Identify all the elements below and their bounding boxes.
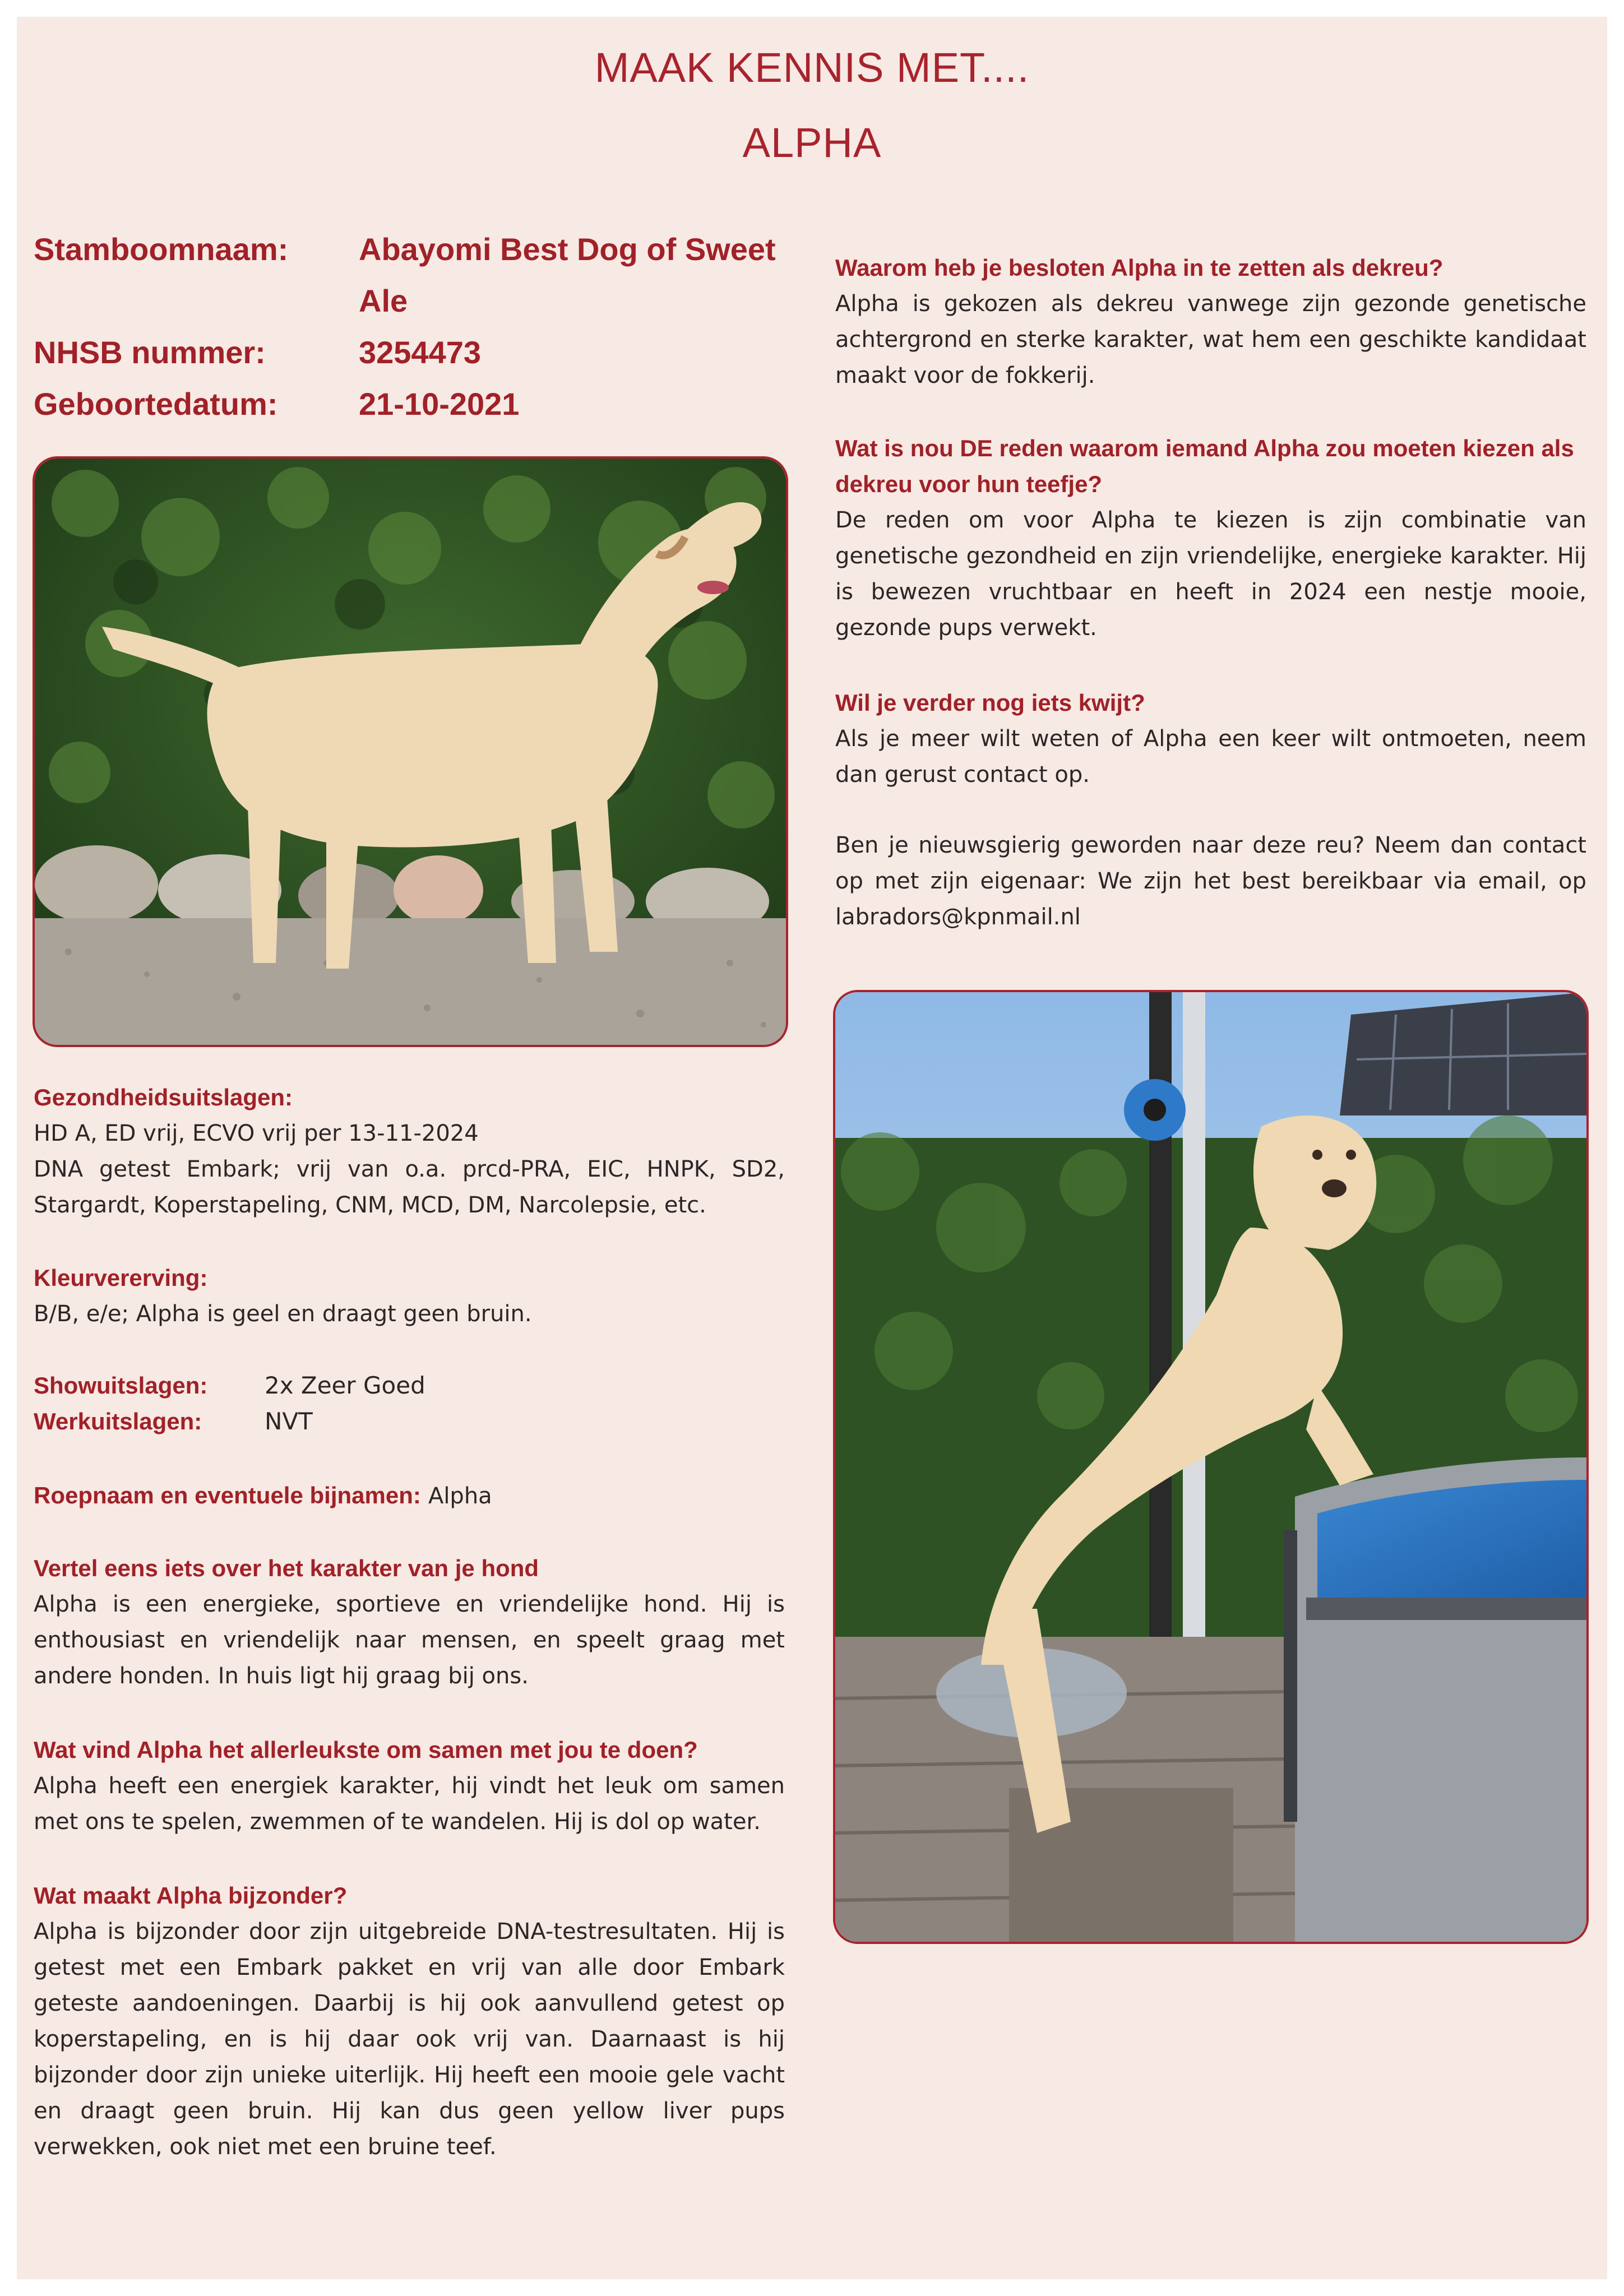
- health-title: Gezondheidsuitslagen:: [34, 1084, 293, 1110]
- stamboomnaam-value-line2: Ale: [359, 283, 408, 318]
- main-reason-question: Wat is nou DE reden waarom iemand Alpha zou moeten kiezen als dekreu voor hun teefje?: [835, 435, 1574, 497]
- dog-pool-illustration: [835, 992, 1586, 1942]
- anything-else-answer: Als je meer wilt weten of Alpha een keer wilt ontmoeten, neem dan gerust contact op.: [835, 726, 1586, 788]
- geboortedatum-value: 21-10-2021: [359, 386, 520, 422]
- nhsb-label: NHSB nummer:: [34, 335, 266, 370]
- work-results-value: NVT: [265, 1408, 313, 1435]
- favourite-activity-question: Wat vind Alpha het allerleukste om samen met jou te doen?: [34, 1737, 698, 1763]
- show-results-value: 2x Zeer Goed: [265, 1372, 425, 1399]
- dog-photo-pool: [833, 990, 1589, 1944]
- character-answer: Alpha is een energieke, sportieve en vriendelijke hond. Hij is enthousiast en vriendelijk naar mensen, en speelt graag met andere honden. In huis ligt hij graag bij ons.: [34, 1591, 785, 1689]
- special-question: Wat maakt Alpha bijzonder?: [34, 1882, 348, 1909]
- geboortedatum-label: Geboortedatum:: [34, 386, 278, 422]
- character-question: Vertel eens iets over het karakter van je hond: [34, 1555, 539, 1581]
- nhsb-value: 3254473: [359, 335, 482, 370]
- stud-decision-answer: Alpha is gekozen als dekreu vanwege zijn gezonde genetische achtergrond en sterke karakter, wat hem een geschikte kandidaat maakt voor de fokkerij.: [835, 291, 1586, 388]
- dog-standing-illustration: [35, 459, 786, 1045]
- stud-decision-question: Waarom heb je besloten Alpha in te zetten als dekreu?: [835, 254, 1443, 281]
- special-answer: Alpha is bijzonder door zijn uitgebreide DNA-testresultaten. Hij is getest met een Embark pakket en vrij van alle door Embark geteste aandoeningen. Daarbij is hij ook aanvullend getest op koperstapeling, en is hij daar ook vrij van. Daarnaast is hij bijzonder door zijn unieke uiterlijk. Hij heeft een mooie gele vacht en draagt geen bruin. Hij kan dus geen yellow liver pups verwekken, ook niet met een bruine teef.: [34, 1919, 785, 2160]
- contact-section: [835, 827, 1586, 935]
- favourite-activity-section: [34, 1732, 785, 1840]
- stamboomnaam-value: Abayomi Best Dog of Sweet: [359, 232, 776, 267]
- stamboomnaam-label: Stamboomnaam:: [34, 232, 289, 267]
- main-reason-answer: De reden om voor Alpha te kiezen is zijn combinatie van genetische gezondheid en zijn vriendelijke, energieke karakter. Hij is bewezen vruchtbaar en heeft in 2024 een nestje mooie, gezonde pups verwekt.: [835, 507, 1586, 641]
- callname-row: [34, 1478, 785, 1514]
- dog-photo-standing: [33, 456, 788, 1047]
- color-section: [34, 1260, 785, 1332]
- show-results-label: Showuitslagen:: [34, 1372, 208, 1399]
- page-title: MAAK KENNIS MET....: [594, 44, 1030, 91]
- color-title: Kleurvererving:: [34, 1265, 208, 1291]
- work-results-label: Werkuitslagen:: [34, 1408, 202, 1434]
- health-section: [34, 1080, 785, 1223]
- anything-else-question: Wil je verder nog iets kwijt?: [835, 689, 1145, 716]
- health-results-line1: HD A, ED vrij, ECVO vrij per 13-11-2024: [34, 1121, 479, 1146]
- anything-else-section: [835, 685, 1586, 793]
- contact-text: Ben je nieuwsgierig geworden naar deze reu? Neem dan contact op met zijn eigenaar: We zijn het best bereikbaar via email, op labradors@kpnmail.nl: [835, 832, 1586, 930]
- health-dna-results: DNA getest Embark; vrij van o.a. prcd-PRA, EIC, HNPK, SD2, Stargardt, Koperstapeling, CNM, MCD, DM, Narcolepsie, etc.: [34, 1156, 785, 1218]
- main-reason-section: [835, 430, 1586, 646]
- favourite-activity-answer: Alpha heeft een energiek karakter, hij vindt het leuk om samen met ons te spelen, zwemmen of te wandelen. Hij is dol op water.: [34, 1773, 785, 1835]
- character-section: [34, 1550, 785, 1694]
- callname-value: Alpha: [428, 1483, 492, 1509]
- stud-decision-section: [835, 250, 1586, 394]
- color-text: B/B, e/e; Alpha is geel en draagt geen bruin.: [34, 1301, 532, 1327]
- special-section: [34, 1878, 785, 2165]
- callname-label: Roepnaam en eventuele bijnamen:: [34, 1482, 421, 1508]
- page-subtitle: ALPHA: [742, 119, 882, 166]
